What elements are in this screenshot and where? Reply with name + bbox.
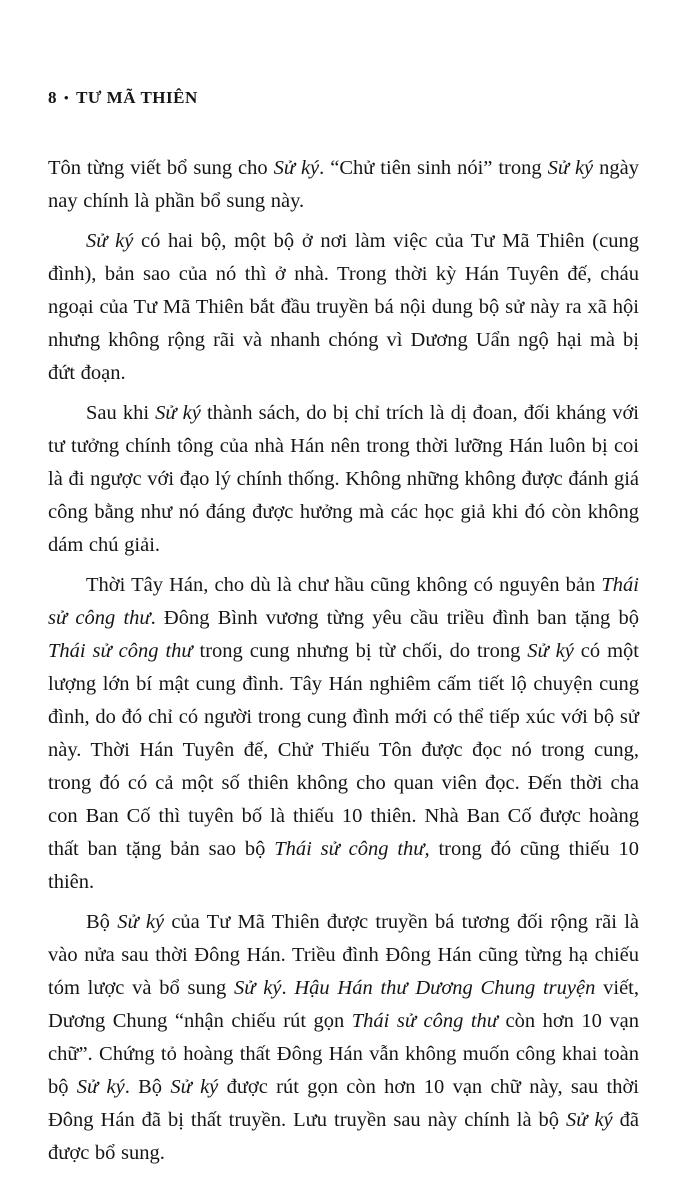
running-header xyxy=(48,88,639,108)
paragraph: Bộ Sử ký của Tư Mã Thiên được truyền bá tương đối rộng rãi là vào nửa sau thời Đông Hán. Triều đình Đông Hán cũng từng hạ chiếu tóm lược và bổ sung Sử ký. Hậu Hán thư Dương Chung truyện viết, Dương Chung “nhận chiếu rút gọn Thái sử công thư còn hơn 10 vạn chữ”. Chứng tỏ hoàng thất Đông Hán vẫn không muốn công khai toàn bộ Sử ký. Bộ Sử ký được rút gọn còn hơn 10 vạn chữ này, sau thời Đông Hán đã bị thất truyền. Lưu truyền sau này chính là bộ Sử ký đã được bổ sung. xyxy=(48,911,639,1164)
body-text xyxy=(48,152,639,1170)
page-number: 8 xyxy=(48,88,57,107)
paragraph: Tôn từng viết bổ sung cho Sử ký. “Chử tiên sinh nói” trong Sử ký ngày nay chính là phần bổ sung này. xyxy=(48,157,639,212)
paragraph: Thời Tây Hán, cho dù là chư hầu cũng không có nguyên bản Thái sử công thư. Đông Bình vương từng yêu cầu triều đình ban tặng bộ Thái sử công thư trong cung nhưng bị từ chối, do trong Sử ký có một lượng lớn bí mật cung đình. Tây Hán nghiêm cấm tiết lộ chuyện cung đình, do đó chỉ có người trong cung đình mới có thể tiếp xúc với bộ sử này. Thời Hán Tuyên đế, Chử Thiếu Tôn được đọc nó trong cung, trong đó có cả một số thiên không cho quan viên đọc. Đến thời cha con Ban Cố thì tuyên bố là thiếu 10 thiên. Nhà Ban Cố được hoàng thất ban tặng bản sao bộ Thái sử công thư, trong đó cũng thiếu 10 thiên. xyxy=(48,574,639,893)
paragraph: Sử ký có hai bộ, một bộ ở nơi làm việc của Tư Mã Thiên (cung đình), bản sao của nó thì ở nhà. Trong thời kỳ Hán Tuyên đế, cháu ngoại của Tư Mã Thiên bắt đầu truyền bá nội dung bộ sử này ra xã hội nhưng không rộng rãi và nhanh chóng vì Dương Uẩn ngộ hại mà bị đứt đoạn. xyxy=(48,230,639,384)
paragraph: Sau khi Sử ký thành sách, do bị chỉ trích là dị đoan, đối kháng với tư tưởng chính tông của nhà Hán nên trong thời lưỡng Hán luôn bị coi là đi ngược với đạo lý chính thống. Không những không được đánh giá công bằng như nó đáng được hưởng mà các học giả khi đó còn không dám chú giải. xyxy=(48,402,639,556)
header-separator-icon: • xyxy=(64,90,70,105)
running-title: TƯ MÃ THIÊN xyxy=(76,88,198,107)
